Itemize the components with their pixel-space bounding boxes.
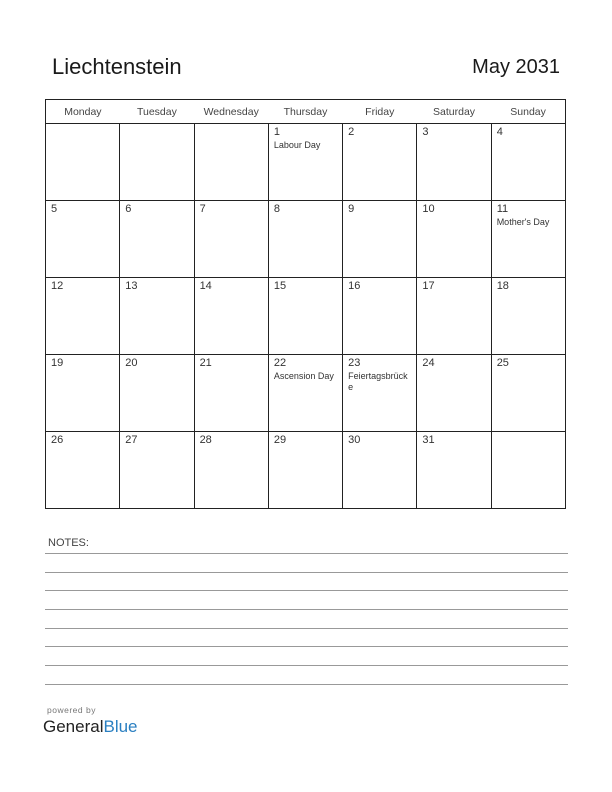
day-number: 2 [348,126,355,138]
day-number: 11 [496,203,509,215]
calendar-day-cell [120,278,194,355]
calendar-day-cell [343,355,417,432]
day-number: 1 [273,126,280,138]
calendar-day-cell [194,432,268,509]
brand-general: General [43,717,104,736]
generalblue-logo[interactable] [43,717,138,737]
calendar-week-row [46,201,566,278]
calendar-day-cell [417,124,491,201]
weekday-header: Friday [343,100,417,124]
day-number: 28 [199,434,212,446]
calendar-day-cell [268,124,342,201]
calendar-week-row [46,432,566,509]
calendar-day-cell [268,201,342,278]
calendar-day-cell [120,432,194,509]
calendar-day-cell [491,201,565,278]
calendar-day-cell [268,432,342,509]
calendar-day-cell [491,432,565,509]
calendar-day-cell [417,278,491,355]
calendar-day-cell [46,278,120,355]
day-number: 30 [348,434,361,446]
weekday-header: Sunday [491,100,565,124]
weekday-header: Tuesday [120,100,194,124]
month-year-title: May 2031 [472,56,560,78]
calendar-day-cell [417,355,491,432]
day-number: 5 [51,203,58,215]
day-number: 22 [273,357,287,369]
day-number: 31 [422,434,435,446]
brand-blue: Blue [103,717,138,736]
notes-line [45,684,568,685]
notes-label: NOTES: [48,537,89,549]
weekday-header: Monday [46,100,120,124]
calendar-week-row [46,124,566,201]
weekday-header-row [46,100,566,124]
holiday-label: Ascension Day [273,371,334,381]
calendar-day-cell [194,201,268,278]
day-number: 7 [199,203,206,215]
day-number: 19 [51,357,64,369]
day-number: 26 [51,434,64,446]
calendar-day-cell [417,432,491,509]
day-number: 14 [199,280,212,292]
day-number: 12 [51,280,64,292]
weekday-header: Saturday [417,100,491,124]
calendar-day-cell [343,432,417,509]
day-number: 18 [496,280,509,292]
day-number: 13 [125,280,138,292]
holiday-label: Mother's Day [496,217,550,227]
day-number: 20 [125,357,138,369]
day-number: 9 [348,203,355,215]
day-number: 6 [125,203,132,215]
day-number: 21 [199,357,212,369]
calendar-day-cell [46,355,120,432]
calendar-day-cell [343,201,417,278]
day-number: 16 [348,280,361,292]
day-number: 24 [422,357,435,369]
calendar-day-cell [268,355,342,432]
day-number: 17 [422,280,435,292]
day-number: 23 [348,357,361,369]
notes-line [45,572,568,573]
calendar-day-cell [268,278,342,355]
calendar-day-cell [120,124,194,201]
calendar-day-cell [46,201,120,278]
day-number: 29 [273,434,287,446]
holiday-label: Feiertagsbrücke [348,371,408,392]
holiday-label: Labour Day [273,140,321,150]
powered-by-text: powered by [47,705,96,715]
day-number: 8 [273,203,280,215]
calendar-grid [45,99,566,509]
day-number: 4 [496,126,503,138]
calendar-day-cell [417,201,491,278]
country-title: Liechtenstein [52,54,182,79]
notes-line [45,665,568,666]
calendar-day-cell [194,355,268,432]
calendar-day-cell [343,278,417,355]
notes-line [45,553,568,554]
day-number: 15 [273,280,287,292]
calendar-day-cell [194,124,268,201]
calendar-day-cell [194,278,268,355]
calendar-day-cell [120,355,194,432]
notes-line [45,646,568,647]
calendar-day-cell [491,124,565,201]
calendar-week-row [46,355,566,432]
calendar-day-cell [46,432,120,509]
day-number: 25 [496,357,509,369]
calendar-day-cell [491,278,565,355]
weekday-header: Thursday [268,100,342,124]
notes-line [45,609,568,610]
calendar-day-cell [343,124,417,201]
notes-line [45,628,568,629]
notes-line [45,590,568,591]
calendar-day-cell [46,124,120,201]
calendar-day-cell [120,201,194,278]
day-number: 3 [422,126,429,138]
day-number: 10 [422,203,435,215]
calendar-day-cell [491,355,565,432]
weekday-header: Wednesday [194,100,268,124]
calendar-week-row [46,278,566,355]
day-number: 27 [125,434,138,446]
